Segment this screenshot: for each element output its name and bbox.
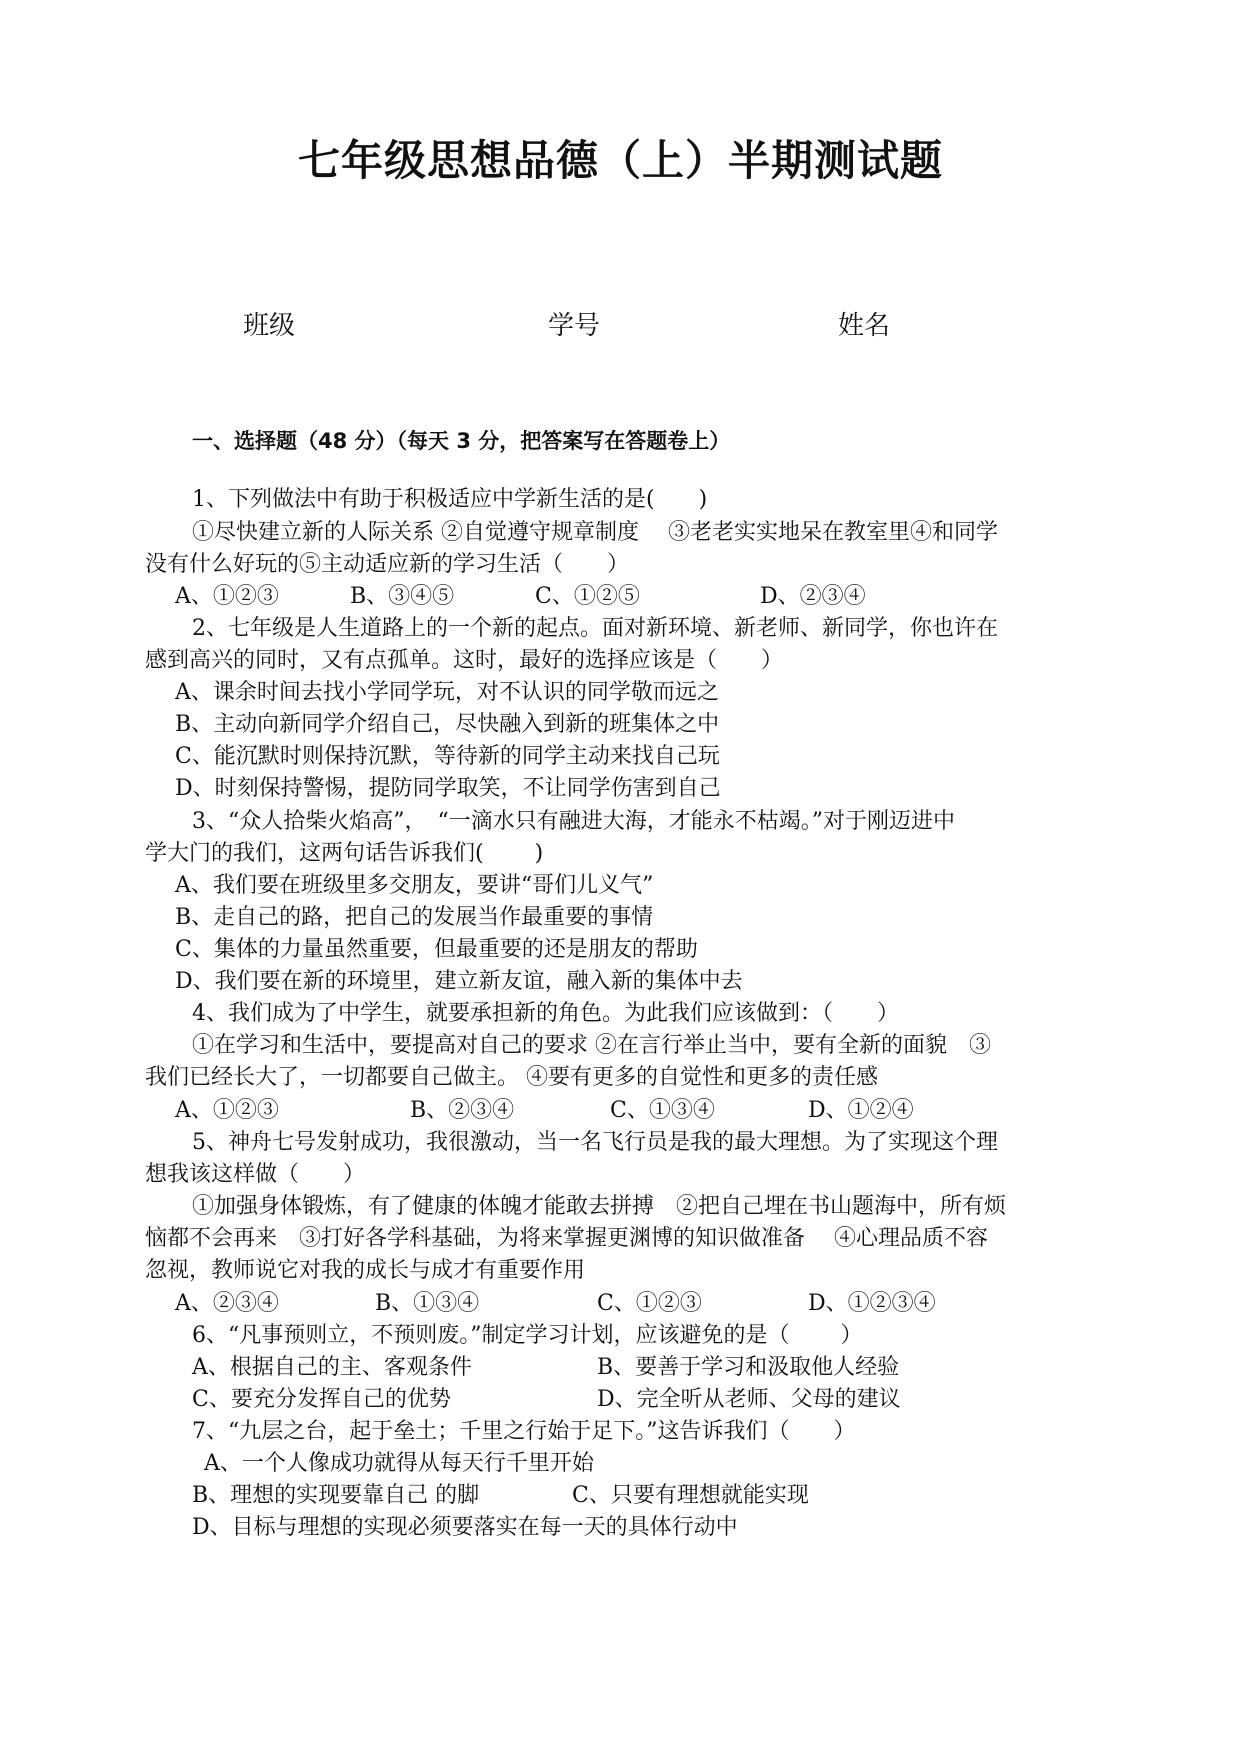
question-1-stem: 1、下列做法中有助于积极适应中学新生活的是( ) (192, 487, 708, 512)
question-3-option-a: A、我们要在班级里多交朋友，要讲“哥们儿义气” (175, 873, 654, 898)
question-1-option-b: B、③④⑤ (350, 584, 455, 609)
question-2-option-b: B、主动向新同学介绍自己，尽快融入到新的班集体之中 (175, 712, 720, 737)
class-label: 班级 (243, 311, 296, 341)
question-7-option-c: C、只要有理想就能实现 (572, 1483, 809, 1508)
question-3-option-b: B、走自己的路，把自己的发展当作最重要的事情 (175, 905, 654, 930)
name-label: 姓名 (838, 311, 891, 341)
section-heading: 一、选择题（48 分）（每天 3 分，把答案写在答题卷上） (192, 429, 731, 453)
question-7-stem: 7、“九层之台，起于垒土；千里之行始于足下。”这告诉我们（ ） (192, 1419, 856, 1444)
question-5-stem: 5、神舟七号发射成功，我很激动，当一名飞行员是我的最大理想。为了实现这个理 (192, 1130, 998, 1155)
question-3-option-d: D、我们要在新的环境里，建立新友谊，融入新的集体中去 (175, 969, 743, 994)
question-5-text: ①加强身体锻炼，有了健康的体魄才能敢去拼搏 ②把自己埋在书山题海中，所有烦 (192, 1194, 1007, 1219)
question-5-option-a: A、②③④ (175, 1291, 279, 1316)
question-4-option-d: D、①②④ (808, 1098, 914, 1123)
question-5-text: 忽视，教师说它对我的成长与成才有重要作用 (145, 1258, 586, 1283)
question-4-text: 我们已经长大了，一切都要自己做主。 ④要有更多的自觉性和更多的责任感 (145, 1065, 878, 1090)
question-4-text: ①在学习和生活中，要提高对自己的要求 ②在言行举止当中，要有全新的面貌 ③ (192, 1033, 991, 1058)
question-5-text: 恼都不会再来 ③打好各学科基础，为将来掌握更渊博的知识做准备 ④心理品质不容 (145, 1226, 988, 1251)
question-6-stem: 6、“凡事预则立，不预则废。”制定学习计划，应该避免的是（ ） (192, 1323, 863, 1348)
question-1-text: ①尽快建立新的人际关系 ②自觉遵守规章制度 ③老老实实地呆在教室里④和同学 (192, 520, 998, 545)
question-5-option-c: C、①②③ (597, 1291, 702, 1316)
question-2-option-c: C、能沉默时则保持沉默，等待新的同学主动来找自己玩 (175, 744, 720, 769)
question-1-option-c: C、①②⑤ (535, 584, 640, 609)
question-5-text: 想我该这样做（ ） (145, 1162, 366, 1187)
question-3-option-c: C、集体的力量虽然重要，但最重要的还是朋友的帮助 (175, 937, 698, 962)
question-2-text: 感到高兴的同时，又有点孤单。这时，最好的选择应该是（ ） (145, 648, 784, 673)
question-1-option-a: A、①②③ (175, 584, 279, 609)
question-5-option-b: B、①③④ (375, 1291, 480, 1316)
question-6-option-d: D、完全听从老师、父母的建议 (597, 1387, 901, 1412)
question-2-option-a: A、课余时间去找小学同学玩，对不认识的同学敬而远之 (175, 680, 719, 705)
question-3-text: 学大门的我们，这两句话告诉我们( ) (145, 841, 544, 866)
question-4-option-b: B、②③④ (410, 1098, 515, 1123)
question-1-option-d: D、②③④ (760, 584, 866, 609)
question-2-option-d: D、时刻保持警惕，提防同学取笑，不让同学伤害到自己 (175, 776, 721, 801)
question-7-option-b: B、理想的实现要靠自己 的脚 (192, 1483, 480, 1508)
question-6-option-c: C、要充分发挥自己的优势 (192, 1387, 451, 1412)
question-7-option-a: A、一个人像成功就得从每天行千里开始 (204, 1451, 594, 1476)
page-title: 七年级思想品德（上）半期测试题 (297, 136, 943, 185)
question-1-text: 没有什么好玩的⑤主动适应新的学习生活（ ） (145, 552, 630, 577)
student-number-label: 学号 (548, 311, 601, 341)
question-3-stem: 3、“众人拾柴火焰高”， “一滴水只有融进大海，才能永不枯竭。”对于刚迈进中 (192, 809, 955, 834)
question-4-option-a: A、①②③ (175, 1098, 279, 1123)
question-6-option-b: B、要善于学习和汲取他人经验 (597, 1355, 900, 1380)
question-7-option-d: D、目标与理想的实现必须要落实在每一天的具体行动中 (192, 1515, 738, 1540)
question-4-stem: 4、我们成为了中学生，就要承担新的角色。为此我们应该做到：（ ） (192, 1001, 899, 1026)
question-5-option-d: D、①②③④ (808, 1291, 936, 1316)
question-2-stem: 2、七年级是人生道路上的一个新的起点。面对新环境、新老师、新同学，你也许在 (192, 616, 998, 641)
question-6-option-a: A、根据自己的主、客观条件 (192, 1355, 472, 1380)
question-4-option-c: C、①③④ (610, 1098, 715, 1123)
